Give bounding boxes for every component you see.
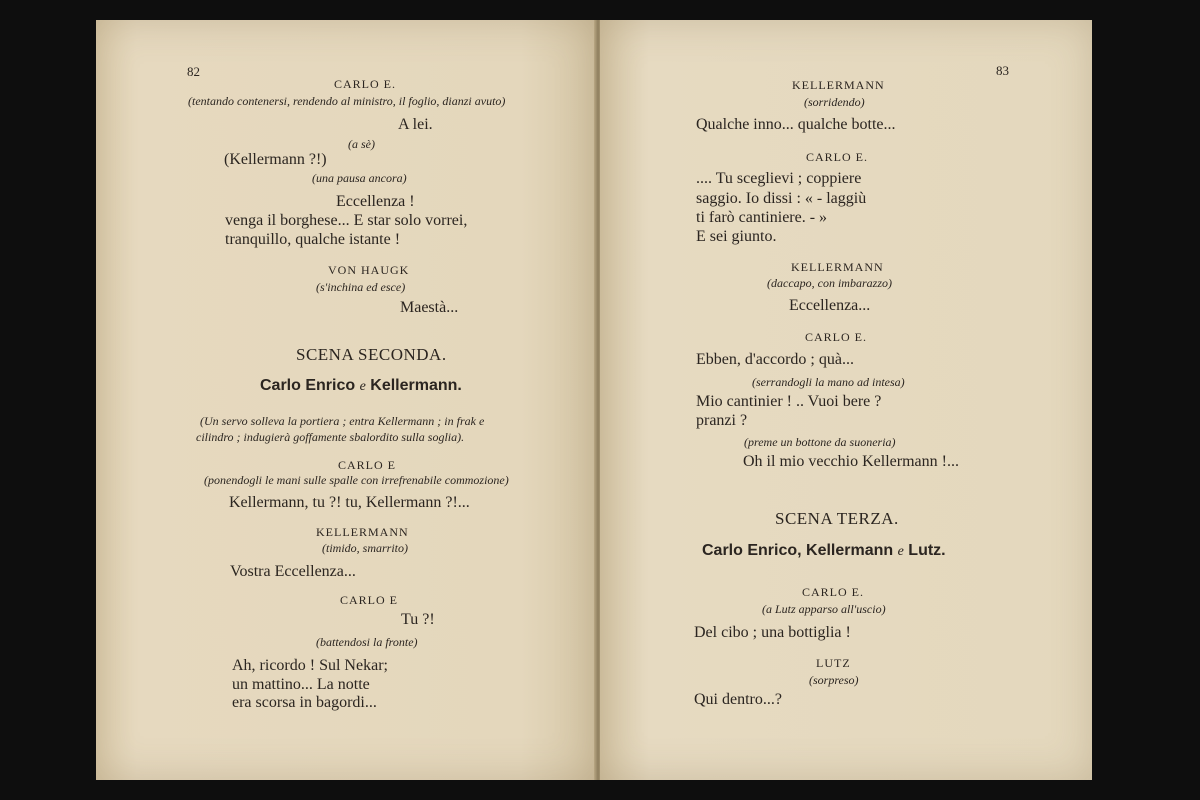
verse-line: Del cibo ; una bottiglia !: [694, 624, 851, 641]
speaker-label: KELLERMANN: [792, 78, 885, 92]
verse-line: Vostra Eccellenza...: [230, 563, 356, 580]
speaker-label: CARLO E.: [806, 150, 868, 164]
verse-line: Maestà...: [400, 299, 459, 316]
speaker-label: VON HAUGK: [328, 263, 410, 277]
stage-direction: cilindro ; indugierà goffamente sbalordito sulla soglia).: [196, 430, 465, 444]
verse-line: ti farò cantiniere. - »: [696, 209, 828, 226]
stage-direction: (sorridendo): [804, 95, 865, 109]
speaker-label: CARLO E: [338, 458, 396, 472]
left-page: [96, 20, 596, 780]
verse-line: A lei.: [398, 116, 433, 133]
stage-direction: (preme un bottone da suoneria): [744, 435, 896, 449]
stage-direction: (timido, smarrito): [322, 541, 409, 555]
stage-direction: (Un servo solleva la portiera ; entra Kellermann ; in frak e: [200, 414, 485, 428]
scene-title: SCENA SECONDA.: [296, 345, 447, 364]
verse-line: Eccellenza !: [336, 193, 415, 210]
speaker-label: LUTZ: [816, 656, 851, 670]
verse-line: era scorsa in bagordi...: [232, 694, 377, 711]
verse-line: Eccellenza...: [789, 297, 871, 314]
stage-direction: (tentando contenersi, rendendo al ministro, il foglio, dianzi avuto): [188, 94, 506, 108]
speaker-label: CARLO E.: [805, 330, 867, 344]
verse-line: Qui dentro...?: [694, 691, 782, 708]
right-page: [600, 20, 1092, 780]
page-number-right: 83: [996, 63, 1009, 78]
verse-line: Oh il mio vecchio Kellermann !...: [743, 453, 959, 470]
stage-direction: (s'inchina ed esce): [316, 280, 406, 294]
verse-line: Mio cantinier ! .. Vuoi bere ?: [696, 393, 882, 410]
scene-cast: Carlo Enrico, Kellermann e Lutz.: [702, 542, 946, 559]
verse-line: (Kellermann ?!): [224, 151, 327, 168]
verse-line: pranzi ?: [696, 412, 748, 429]
verse-line: un mattino... La notte: [232, 676, 370, 693]
page-number-left: 82: [187, 64, 200, 79]
speaker-label: KELLERMANN: [791, 260, 884, 274]
verse-line: Tu ?!: [401, 611, 435, 628]
stage-direction: (ponendogli le mani sulle spalle con irrefrenabile commozione): [204, 473, 509, 487]
stage-direction: (a Lutz apparso all'uscio): [762, 602, 886, 616]
verse-line: .... Tu sceglievi ; coppiere: [696, 170, 862, 187]
speaker-label: CARLO E.: [334, 77, 396, 91]
verse-line: E sei giunto.: [696, 228, 777, 245]
stage-direction: (battendosi la fronte): [316, 635, 418, 649]
stage-direction: (daccapo, con imbarazzo): [767, 276, 892, 290]
scene-cast: Carlo Enrico e Kellermann.: [260, 377, 462, 394]
scene-title: SCENA TERZA.: [775, 509, 899, 528]
verse-line: venga il borghese... E star solo vorrei,: [225, 212, 468, 229]
verse-line: Qualche inno... qualche botte...: [696, 116, 896, 133]
stage-direction: (serrandogli la mano ad intesa): [752, 375, 905, 389]
stage-direction: (sorpreso): [809, 673, 859, 687]
stage-direction: (a sè): [348, 137, 375, 151]
speaker-label: KELLERMANN: [316, 525, 409, 539]
speaker-label: CARLO E: [340, 593, 398, 607]
verse-line: saggio. Io dissi : « - laggiù: [696, 190, 867, 207]
speaker-label: CARLO E.: [802, 585, 864, 599]
verse-line: Ebben, d'accordo ; quà...: [696, 351, 854, 368]
stage-direction: (una pausa ancora): [312, 171, 407, 185]
verse-line: tranquillo, qualche istante !: [225, 231, 401, 248]
verse-line: Ah, ricordo ! Sul Nekar;: [232, 657, 388, 674]
verse-line: Kellermann, tu ?! tu, Kellermann ?!...: [229, 494, 470, 511]
